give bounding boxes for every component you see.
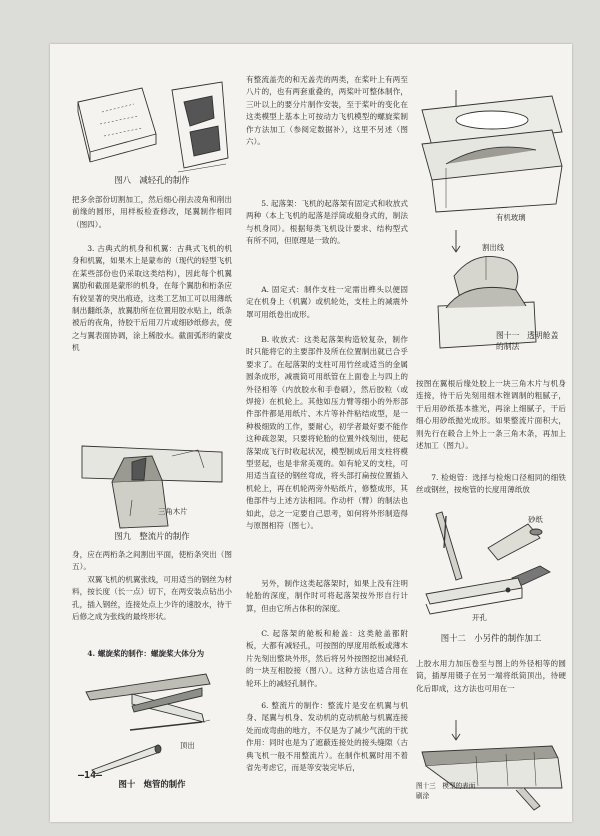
- figure-13-caption: 图十三 模型的表面刷涂: [416, 782, 476, 800]
- figure-10-caption: 图十 炮管的制作: [118, 779, 186, 789]
- figure-10-label: 顶出: [180, 741, 195, 750]
- figure-10-drawing: [72, 670, 232, 774]
- figure-12: [416, 508, 566, 648]
- col2-paragraph-1: 有整流盖壳的和无盖壳的两类，在桨叶上有两至八片的，也有两套重叠的，两桨叶可整体制作，三叶以上的要分片制作安装，至于桨叶的变化在这类模型上基本上可按动力飞机模型的螺旋桨制作方法加工（参阅定数据补），这里不另述（图六）。: [246, 75, 408, 147]
- figure-8-drawing: [72, 72, 232, 182]
- col2-paragraph-4: B. 收放式：这类起落架构造较复杂，制作时只能将它的主要部件及所在位置制出就已合乎要求了。在起落架的支柱可用竹丝或适当的金属圆条成形，减震筒可用纸管在上面卷上与四上的外径相等（内放胶水和手卷刷），然后胶粒（或焊接）在机轮上。其他如压力臂等细小的外形部件部件都是用纸片、木片等补件粘结成型，是一种极细致的工作，要耐心，初学者最好要不能作这种疏忽架，只要将轮胎的位置外线刻出，使起落架成飞行时收起状况，模型制成后用支柱将模型竖起，也是非常美观的。如有轮叉的支柱，可用适当直径的钢丝弯成，将头部打扁按位置插入机轮上，再在机轮两旁外贴纸片，修整成形，其他部件与上述方法相同。作动杆（臂）的制法也如此，总之一定要自己思考，如何将外形制造得与原图相符（图七）。: [246, 335, 408, 531]
- figure-11: [416, 80, 566, 376]
- figure-9: [72, 422, 232, 542]
- figure-12-label-hole: 开孔: [472, 613, 487, 622]
- figure-12-drawing: [416, 508, 566, 630]
- col1-paragraph-4: 双翼飞机的机翼张线，可用适当的钢丝为材料，按长度（长一点）切下，在两安装点钻出小孔，插入钢丝，连接处点上少许的速胶水，待干后修之成为张线的最终形状。: [72, 575, 232, 622]
- page-number: —14—: [78, 770, 103, 781]
- col2-paragraph-3: A. 固定式：制作支柱一定需出榫头以便固定在机身上（机翼）或机轮处，支柱上的减震外罩可用纸卷出成形。: [246, 285, 408, 319]
- col1-paragraph-5: 4. 螺旋桨的制作：螺旋桨大体分为: [87, 649, 205, 658]
- col1-paragraph-1: 把多余部份切割加工，然后细心削去凌角和削出前缘的圆形，用样板检查修改，尾翼制作相同（图四）。: [72, 195, 232, 229]
- figure-11-label-cut-line: 割出线: [482, 243, 505, 252]
- col2-paragraph-2: 5. 起落架：飞机的起落架有固定式和收放式两种（本上飞机的起落是浮筒或船身式的，制法与机身同）。根据每类飞机设计要求、结构型式有所不同，但原理是一致的。: [246, 199, 408, 246]
- col3-paragraph-1: 按图在翼根后缘处胶上一块三角木片与机身连接，待干后先刻用细木锉调制的粗腻子，干后用砂纸基本推光，再涂上细腻子，干后细心用砂纸抛光成形。如果整流片面积大，则先行在毂合上外上一条三角木条，再加上述加工（图九）。: [416, 379, 566, 451]
- figure-9-label: 三角木片: [158, 507, 188, 516]
- figure-12-caption: 图十二 小另件的制作加工: [440, 633, 542, 643]
- figure-13: [416, 710, 566, 822]
- figure-9-caption: 图九 整流片的制作: [114, 531, 190, 541]
- figure-8-caption: 图八 减轻孔的制作: [114, 175, 190, 185]
- figure-11-caption: 图十一 透明舱盖的制法: [496, 331, 559, 351]
- page: [50, 44, 572, 822]
- figure-8: [72, 72, 232, 185]
- figure-12-label-sand: 砂纸: [528, 515, 543, 524]
- col2-paragraph-7: 6. 整流片的制作：整流片是安在机翼与机身、尾翼与机身、发动机的克动机舱与机翼连接处而成弯曲的地方，不仅是为了减少气流的干扰作用：同时也是为了遮蔽连接处的接头缝隙（古典飞机一般不用整流片）。在制作机翼时用不着省先考虑它，而是等安装完毕后，: [246, 701, 408, 773]
- figure-11-drawing: [416, 80, 566, 370]
- col2-paragraph-6: C. 起落架的舱板和舱盖：这类舱盖都附板，大都有减轻孔，可按图的厚度用纸板或薄木片先刻出整块外形，然后将另外按图挖出减轻孔的一块互相胶接（图八）。这种方法也适合用在轮环上的减轻孔制作。: [246, 629, 408, 688]
- col3-paragraph-3: 上胶水用力加压卷至与图上的外径相等的圆筒，插厚用镊子在另一端将纸筒顶出，待硬化后即成，这方法也可用在一: [416, 659, 566, 693]
- col2-paragraph-5: 另外，制作这类起落架时，如果上没有注明轮胎的深度，制作时可将起落架按外形自行计算，但由它所占体积的深度。: [246, 579, 408, 613]
- figure-9-drawing: [72, 422, 232, 532]
- col3-paragraph-2: 7. 检炮管：选择与检炮口径相同的细铁丝或钢丝，按炮管的长度用薄纸放: [416, 473, 566, 495]
- figure-11-label-machine-line: 有机玻璃: [496, 213, 526, 222]
- col1-paragraph-2: 3. 古典式的机身和机翼：古典式飞机的机身和机翼，如果木上是蒙布的（现代的轻型飞机在某些部份也仍采取这类结构），因此每个机翼翼肋和截面是蒙形的机身，在每个翼肋和桁条应有较显著的突出痕迹，这类工艺加工可以用薄纸制出翻纸条，放翼肋所在位置用胶水贴上，纸条被后的夜角，待胶干后用刀片或细砂纸修去，使之与翼表面协调，涂上稀胶水。截面弧形的蒙皮机: [72, 244, 232, 353]
- col1-paragraph-3: 身，应在两桁条之间割出平面，使桁条突出（图五）。: [72, 550, 232, 572]
